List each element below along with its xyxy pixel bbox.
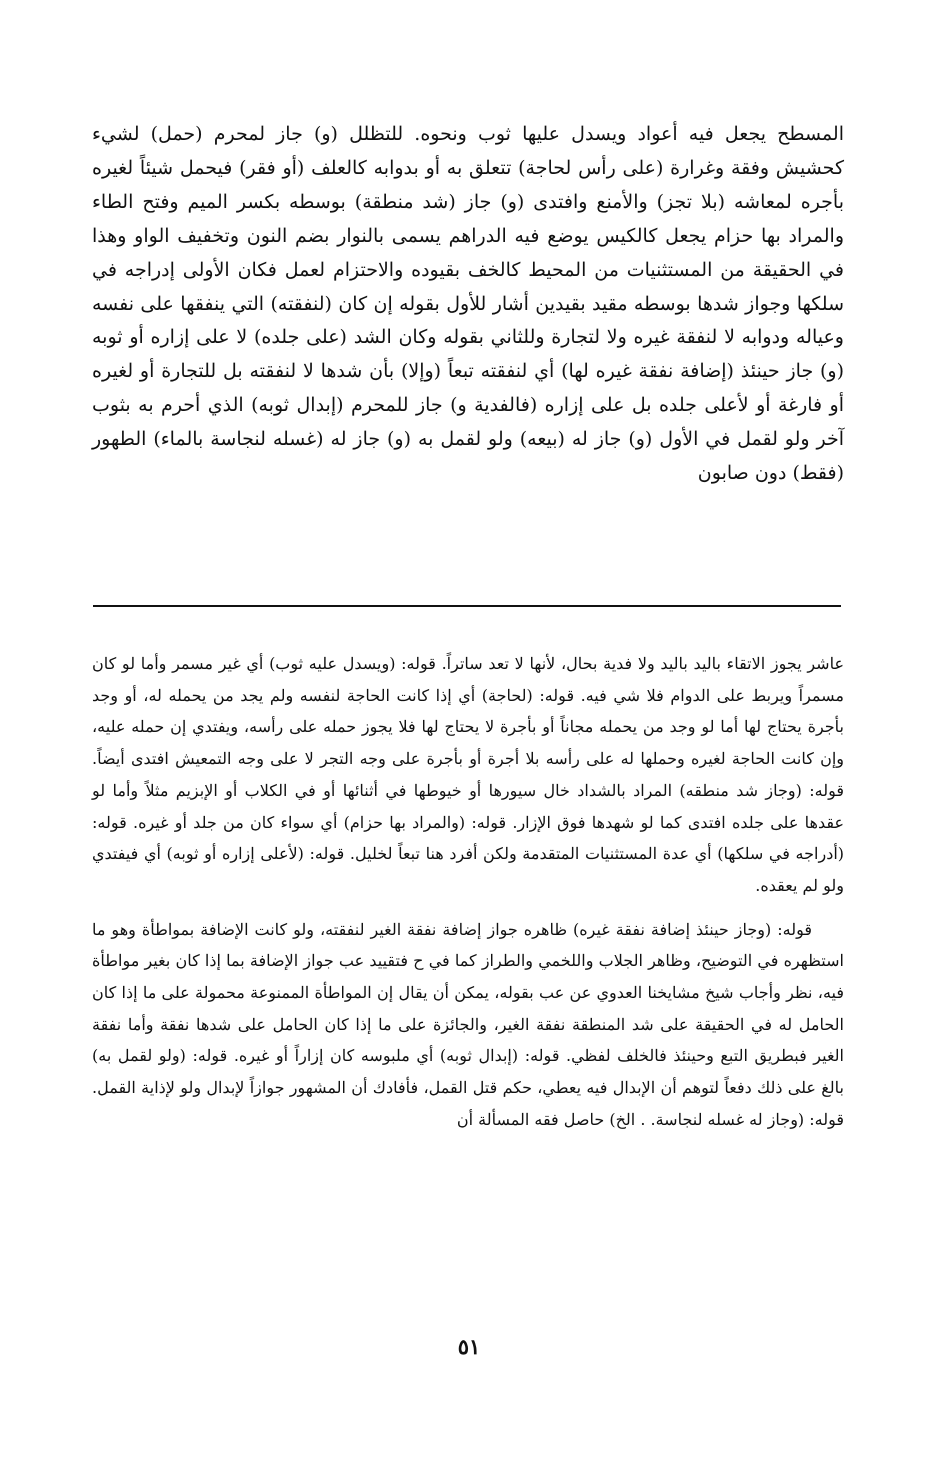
- footnote-divider: [93, 605, 841, 607]
- footnote-paragraph: عاشر يجوز الاتقاء باليد باليد ولا فدية بحال، لأنها لا تعد ساتراً. قوله: (ويسدل عليه ثوب) أي غير مسمر وأما لو كان مسمراً ويربط على الدوام فلا شي فيه. قوله: (لحاجة) أي إذا كانت الحاجة لنفسه ولم يجد من يحمله له، أو وجد بأجرة يحتاج لها أما لو وجد من يحمله مجاناً أو بأجرة لا يحتاج لها فلا يجوز حمله على رأسه، ويفتدي إن حمله عليه، وإن كانت الحاجة لغيره وحملها له على رأسه بلا أجرة أو بأجرة على وجه التجر لا على وجه التمعيش افتدى أيضاً. قوله: (وجاز شد منطقه) المراد بالشداد خال سيورها أو خيوطها في أثنائها أو في الكلاب أو الإبزيم مثلاً وأما لو عقدها على جلده افتدى كما لو شهدها فوق الإزار. قوله: (والمراد بها حزام) أي سواء كان من جلد أو غيره. قوله: (أدراجه في سلكها) أي عدة المستثنيات المتقدمة ولكن أفرد هنا تبعاً لخليل. قوله: (لأعلى إزاره أو ثوبه) أي فيفتدي ولو لم يعقده.: [92, 654, 845, 895]
- footnote-paragraph: قوله: (وجاز حينئذ إضافة نفقة غيره) ظاهره جواز إضافة نفقة الغير لنفقته، ولو كانت الإضافة بمواطأة وهو ما استظهره في التوضيح، وظاهر الجلاب واللخمي والطراز كما في ح فتقييد عب جواز الإضافة بما إذا كان بغير مواطأة فيه، نظر وأجاب شيخ مشايخنا العدوي عن عب بقوله، يمكن أن يقال إن المواطأة الممنوعة محمولة على ما إذا كان الحامل له في الحقيقة على شد المنطقة نفقة الغير، والجائزة على ما إذا كان الحامل على شدها نفقة وأما نفقة الغير فبطريق التبع وحينئذ فالخلف لفظي. قوله: (إبدال ثوبه) أي ملبوسه كان إزاراً أو غيره. قوله: (ولو لقمل به) بالغ على ذلك دفعاً لتوهم أن الإبدال فيه يعطي، حكم قتل القمل، فأفادك أن المشهور جوازاً لإبدال ولو لإذاية القمل. قوله: (وجاز له غسله لنجاسة. . الخ) حاصل فقه المسألة أن: [92, 919, 845, 1129]
- page-number: ٥١: [457, 1334, 481, 1359]
- footnotes-section: [92, 648, 844, 1136]
- main-text-body: المسطح يجعل فيه أعواد ويسدل عليها ثوب ونحوه. للتظلل (و) جاز لمحرم (حمل) لشيء كحشيش وفقة وغرارة (على رأس لحاجة) تتعلق به أو بدوابه كالعلف (أو فقر) فيحمل شيئاً لغيره بأجره لمعاشه (بلا تجز) والأمنع وافتدى (و) جاز (شد منطقة) بوسطه بكسر الميم وفتح الطاء والمراد بها حزام يجعل كالكيس يوضع فيه الدراهم يسمى بالنوار بضم النون وتخفيف الواو وهذا في الحقيقة من المستثنيات من المحيط كالخف بقيوده والاحتزام لعمل فكان الأولى إدراجه في سلكها وجواز شدها بوسطه مقيد بقيدين أشار للأول بقوله إن كان (لنفقته) التي ينفقها على نفسه وعياله ودوابه لا لنفقة غيره ولا لتجارة وللثاني بقوله وكان الشد (على جلده) لا على إزاره أو ثوبه (و) جاز حينئذ (إضافة نفقة غيره لها) أي لنفقته تبعاً (وإلا) بأن شدها لا لنفقته بل للتجارة أو لغيره أو فارغة أو لأعلى جلده بل على إزاره (فالفدية و) جاز للمحرم (إبدال ثوبه) الذي أحرم به بثوب آخر ولو لقمل في الأول (و) جاز له (بيعه) ولو لقمل به (و) جاز له (غسله لنجاسة بالماء) الطهور (فقط) دون صابون: [92, 123, 844, 485]
